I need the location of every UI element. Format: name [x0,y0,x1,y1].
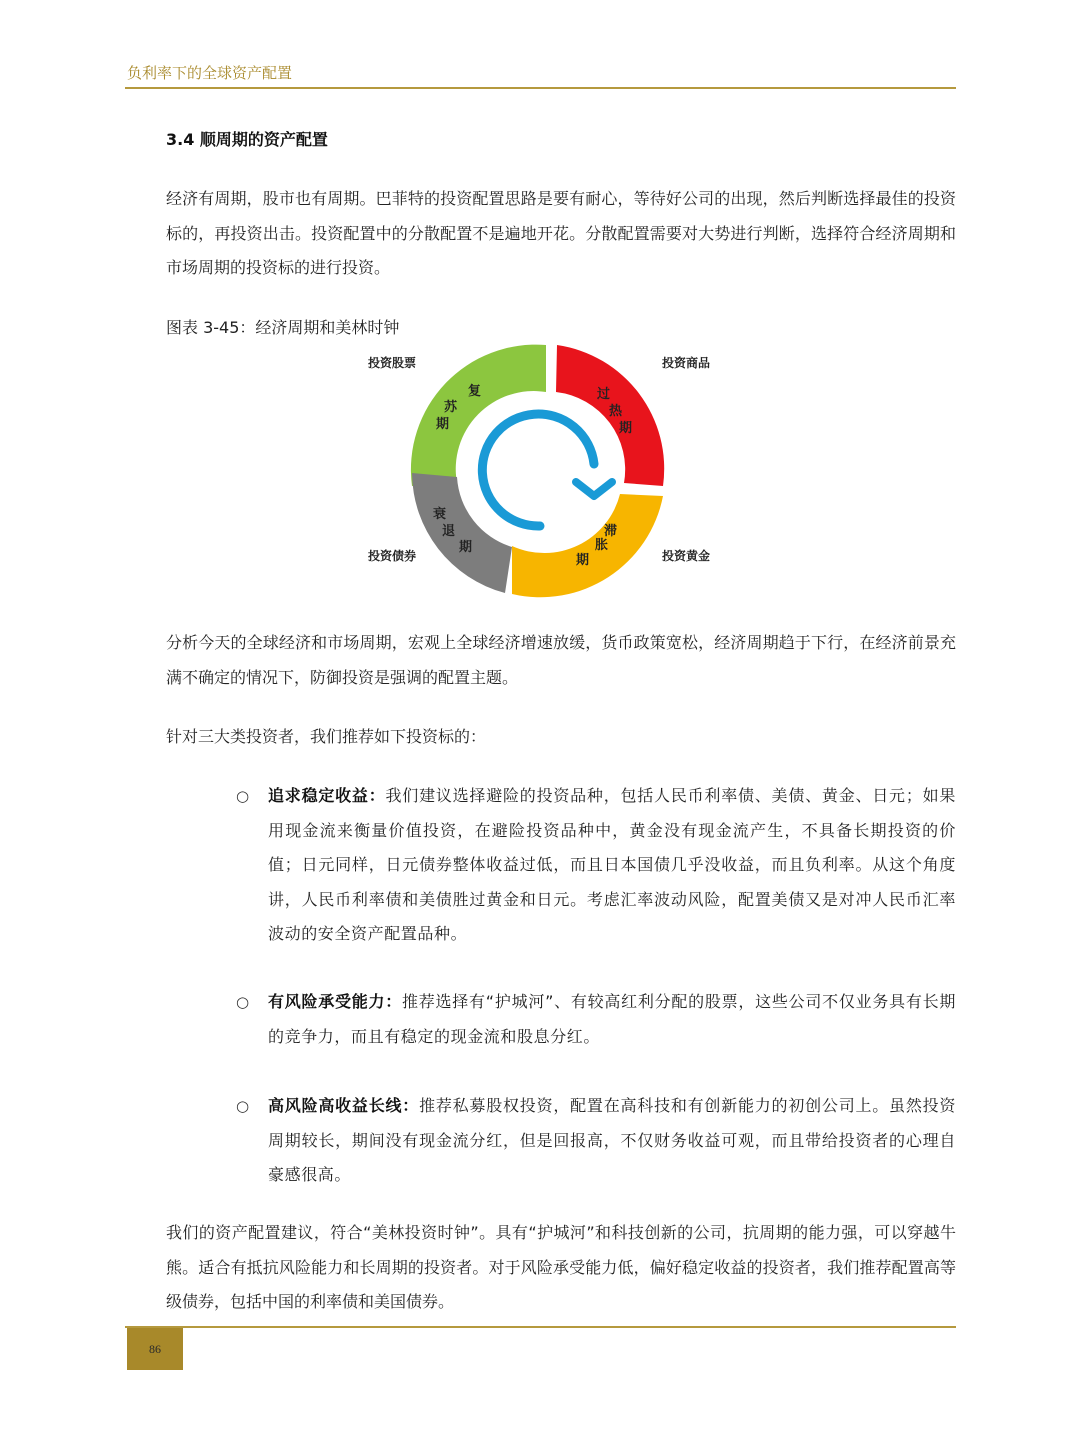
cycle-ring [340,336,740,600]
bullet-body [268,985,956,1054]
bullet-marker: ○ [236,787,250,805]
label-invest-gold: 投资黄金 [662,549,711,563]
recession-char-1: 衰 [433,507,447,522]
bullet-risk-tolerant [236,985,956,1054]
section-heading: 3.4 顺周期的资产配置 [166,130,328,149]
bullet-term: 高风险高收益长线： [268,1096,420,1115]
segment-stagflation [512,494,663,597]
bullet-description: 推荐私募股权投资，配置在高科技和有创新能力的初创公司上。虽然投资周期较长，期间没有现金流分红，但是回报高，不仅财务收益可观，而且带给投资者的心理自豪感很高。 [268,1096,957,1184]
recovery-char-3: 期 [436,417,450,432]
recovery-char-2: 苏 [444,400,458,415]
cycle-arrowhead [576,482,612,496]
label-invest-bonds: 投资债券 [368,549,417,563]
bullet-description: 推荐选择有“护城河”、有较高红利分配的股票，这些公司不仅业务具有长期的竞争力，而且有稳定的现金流和股息分红。 [268,992,956,1046]
stagflation-char-2: 胀 [595,538,609,553]
overheat-char-1: 过 [597,387,611,402]
figure-caption: 图表 3-45：经济周期和美林时钟 [166,318,400,337]
bullet-term: 追求稳定收益： [268,786,386,805]
lead-paragraph: 针对三大类投资者，我们推荐如下投资标的： [166,727,487,746]
header-divider [125,87,956,89]
bullet-body [268,779,956,952]
segment-recession [412,473,512,593]
overheat-char-3: 期 [619,421,633,436]
economic-cycle-diagram [340,336,740,600]
bullet-description: 我们建议选择避险的投资品种，包括人民币利率债、美债、黄金、日元；如果用现金流来衡量价值投资，在避险投资品种中，黄金没有现金流产生，不具备长期投资的价值；日元同样，日元债券整体收益过低，而且日本国债几乎没收益，而且负利率。从这个角度讲，人民币利率债和美债胜过黄金和日元。考虑汇率波动风险，配置美债又是对冲人民币汇率波动的安全资产配置品种。 [268,786,956,943]
bullet-term: 有风险承受能力： [268,992,403,1011]
analysis-paragraph: 分析今天的全球经济和市场周期，宏观上全球经济增速放缓，货币政策宽松，经济周期趋于下行，在经济前景充满不确定的情况下，防御投资是强调的配置主题。 [166,633,956,687]
recovery-char-1: 复 [468,384,482,399]
running-header: 负利率下的全球资产配置 [127,64,293,82]
label-invest-commodities: 投资商品 [662,356,711,370]
footer-divider [125,1326,956,1328]
intro-paragraph: 经济有周期，股市也有周期。巴菲特的投资配置思路是要有耐心，等待好公司的出现，然后判断选择最佳的投资标的，再投资出击。投资配置中的分散配置不是遍地开花。分散配置需要对大势进行判断，选择符合经济周期和市场周期的投资标的进行投资。 [166,189,956,277]
bullet-high-risk-long-term [236,1089,956,1193]
stagflation-char-3: 期 [576,553,590,568]
conclusion-paragraph: 我们的资产配置建议，符合“美林投资时钟”。具有“护城河”和科技创新的公司，抗周期的能力强，可以穿越牛熊。适合有抵抗风险能力和长周期的投资者。对于风险承受能力低，偏好稳定收益的投资者，我们推荐配置高等级债券，包括中国的利率债和美国债券。 [166,1223,956,1311]
cycle-arrow [482,414,594,526]
bullet-stable-income [236,779,956,952]
bullet-body [268,1089,956,1193]
page-number: 86 [127,1328,183,1370]
bullet-marker: ○ [236,993,250,1011]
label-invest-stocks: 投资股票 [368,356,417,370]
stagflation-char-1: 滞 [604,524,618,539]
bullet-marker: ○ [236,1097,250,1115]
recession-char-3: 期 [459,540,473,555]
recession-char-2: 退 [442,524,456,539]
overheat-char-2: 热 [609,404,623,419]
